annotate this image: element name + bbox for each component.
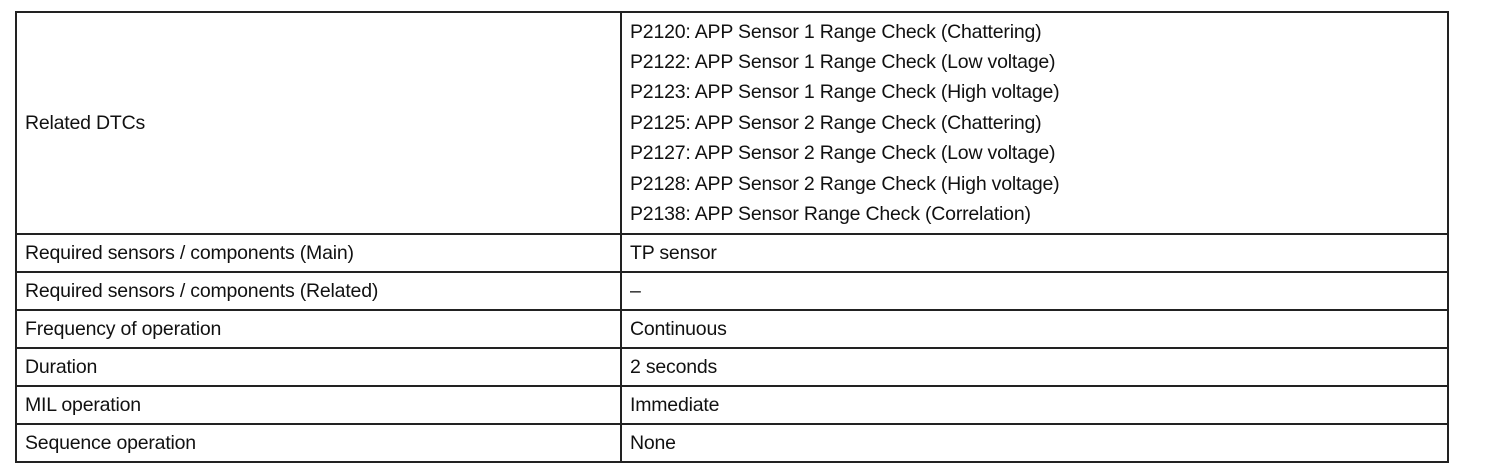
row-label: Required sensors / components (Main): [16, 234, 621, 272]
dtc-code-list: [630, 17, 1447, 230]
row-value: 2 seconds: [621, 348, 1448, 386]
table-row-related-dtcs: [16, 12, 1448, 234]
table-row-sequence-operation: [16, 424, 1448, 462]
table-row-mil-operation: [16, 386, 1448, 424]
row-value: None: [621, 424, 1448, 462]
row-label: Required sensors / components (Related): [16, 272, 621, 310]
row-value: –: [621, 272, 1448, 310]
row-label: Sequence operation: [16, 424, 621, 462]
dtc-code: P2138: APP Sensor Range Check (Correlation): [630, 203, 1031, 226]
row-label: Duration: [16, 348, 621, 386]
row-value: Continuous: [621, 310, 1448, 348]
dtc-code: P2120: APP Sensor 1 Range Check (Chattering): [630, 20, 1042, 43]
dtc-code: P2122: APP Sensor 1 Range Check (Low voltage): [630, 50, 1056, 73]
row-label: Frequency of operation: [16, 310, 621, 348]
table-row-required-main: [16, 234, 1448, 272]
row-label: Related DTCs: [16, 12, 621, 234]
dtc-code: P2127: APP Sensor 2 Range Check (Low voltage): [630, 142, 1056, 165]
table-row-required-related: [16, 272, 1448, 310]
dtc-spec-table: [15, 11, 1449, 463]
dtc-code: P2123: APP Sensor 1 Range Check (High voltage): [630, 81, 1060, 104]
dtc-code: P2128: APP Sensor 2 Range Check (High voltage): [630, 172, 1060, 195]
row-label: MIL operation: [16, 386, 621, 424]
row-value: TP sensor: [621, 234, 1448, 272]
table-row-duration: [16, 348, 1448, 386]
table-row-frequency: [16, 310, 1448, 348]
row-value: [621, 12, 1448, 234]
dtc-code: P2125: APP Sensor 2 Range Check (Chattering): [630, 111, 1042, 134]
row-value: Immediate: [621, 386, 1448, 424]
